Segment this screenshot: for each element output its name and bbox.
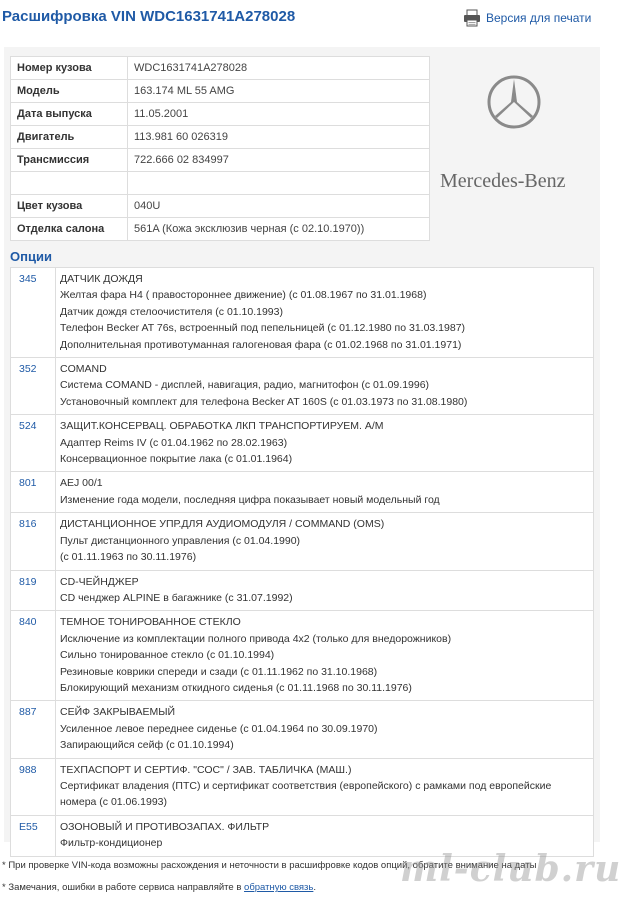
vin-row-value: 040U — [128, 195, 430, 218]
option-detail-line: Фильтр-кондиционер — [60, 837, 163, 850]
option-code-link[interactable]: 887 — [11, 701, 56, 758]
option-row — [11, 415, 594, 472]
option-detail-line: Пульт дистанционного управления (с 01.04.1990) — [60, 534, 301, 547]
option-code-link[interactable]: E55 — [11, 815, 56, 856]
feedback-link[interactable]: обратную связь — [244, 882, 314, 893]
vin-row-value: 113.981 60 026319 — [128, 126, 430, 149]
option-detail-line: Желтая фара H4 ( правостороннее движение) (с 01.08.1967 по 31.01.1968) — [60, 289, 427, 302]
option-title: CD-ЧЕЙНДЖЕР — [60, 575, 139, 588]
option-row — [11, 701, 594, 758]
watermark: ml-club.ru — [400, 848, 622, 890]
option-row — [11, 358, 594, 415]
footer-note-feedback-end: . — [313, 882, 317, 893]
vin-row-value: 722.666 02 834997 — [128, 149, 430, 172]
vin-row — [11, 195, 430, 218]
vin-row-label: Дата выпуска — [11, 103, 128, 126]
option-detail-line: Исключение из комплектации полного привода 4x2 (только для внедорожников) — [60, 632, 452, 645]
option-description — [56, 513, 594, 570]
option-title: ТЕМНОЕ ТОНИРОВАННОЕ СТЕКЛО — [60, 616, 241, 629]
option-detail-line: Консервационное покрытие лака (с 01.01.1964) — [60, 453, 293, 466]
vin-row — [11, 80, 430, 103]
option-detail-line: Телефон Becker AT 76s, встроенный под пепельницей (с 01.12.1980 по 31.03.1987) — [60, 322, 466, 335]
vin-row — [11, 218, 430, 241]
vin-row-value: WDC1631741A278028 — [128, 57, 430, 80]
option-description — [56, 570, 594, 611]
mercedes-star-icon — [484, 72, 544, 132]
option-row — [11, 472, 594, 513]
page-header — [0, 0, 644, 40]
print-version-label: Версия для печати — [486, 11, 592, 25]
option-detail-line: Установочный комплект для телефона Becker AT 160S (с 01.03.1973 по 31.08.1980) — [60, 395, 468, 408]
option-title: ДАТЧИК ДОЖДЯ — [60, 273, 143, 285]
option-code-link[interactable]: 801 — [11, 472, 56, 513]
vin-row — [11, 149, 430, 172]
print-version-link[interactable] — [462, 7, 591, 29]
option-detail-line: Сертификат владения (ПТС) и сертификат соответствия (европейского) с рамками под европейские номера (с 01.06.1993) — [60, 779, 552, 809]
option-detail-line: Усиленное левое переднее сиденье (с 01.04.1964 по 30.09.1970) — [60, 722, 378, 735]
vin-row-label: Трансмиссия — [11, 149, 128, 172]
option-detail-line: (с 01.11.1963 по 30.11.1976) — [60, 551, 197, 564]
printer-icon — [462, 9, 482, 27]
vin-row — [11, 126, 430, 149]
option-title: ТЕХПАСПОРТ И СЕРТИФ. "СОС" / ЗАВ. ТАБЛИЧКА (МАШ.) — [60, 763, 352, 776]
option-description — [56, 701, 594, 758]
vin-row-value: 561A (Кожа эксклюзив черная (с 02.10.1970)) — [128, 218, 430, 241]
option-code-link[interactable]: 352 — [11, 358, 56, 415]
option-title: ЗАЩИТ.КОНСЕРВАЦ. ОБРАБОТКА ЛКП ТРАНСПОРТИРУЕМ. А/М — [60, 420, 384, 433]
option-description — [56, 758, 594, 815]
option-title: AEJ 00/1 — [60, 477, 103, 490]
page-title: Расшифровка VIN WDC1631741A278028 — [2, 8, 296, 25]
option-row — [11, 570, 594, 611]
vin-info-table — [10, 56, 430, 241]
option-code-link[interactable]: 840 — [11, 611, 56, 701]
option-code-link[interactable]: 524 — [11, 415, 56, 472]
mercedes-logo — [430, 72, 600, 202]
vin-row-label: Двигатель — [11, 126, 128, 149]
brand-name: Mercedes-Benz — [440, 170, 566, 192]
option-title: ОЗОНОВЫЙ И ПРОТИВОЗАПАХ. ФИЛЬТР — [60, 820, 270, 833]
option-detail-line: Дополнительная противотуманная галогеновая фара (с 01.02.1968 по 31.01.1971) — [60, 338, 462, 351]
option-row — [11, 758, 594, 815]
option-description — [56, 268, 594, 358]
option-row — [11, 611, 594, 701]
vin-row-value: 163.174 ML 55 AMG — [128, 80, 430, 103]
vin-row — [11, 57, 430, 80]
option-row — [11, 268, 594, 358]
option-description — [56, 415, 594, 472]
option-description — [56, 358, 594, 415]
vin-row-value: 11.05.2001 — [128, 103, 430, 126]
option-description — [56, 611, 594, 701]
option-detail-line: Адаптер Reims IV (с 01.04.1962 по 28.02.1963) — [60, 436, 288, 449]
options-table — [10, 267, 594, 857]
vin-row-label: Цвет кузова — [11, 195, 128, 218]
content-panel — [4, 47, 600, 850]
vin-row — [11, 172, 430, 195]
option-description — [56, 472, 594, 513]
option-detail-line: Резиновые коврики спереди и сзади (с 01.11.1962 по 31.10.1968) — [60, 665, 378, 678]
option-detail-line: CD ченджер ALPINE в багажнике (с 31.07.1992) — [60, 591, 293, 604]
option-detail-line: Запирающийся сейф (с 01.10.1994) — [60, 739, 234, 752]
option-title: ДИСТАНЦИОННОЕ УПР.ДЛЯ АУДИОМОДУЛЯ / COMMAND (OMS) — [60, 518, 385, 531]
option-code-link[interactable]: 819 — [11, 570, 56, 611]
options-heading: Опции — [10, 249, 52, 264]
option-code-link[interactable]: 988 — [11, 758, 56, 815]
option-code-link[interactable]: 345 — [11, 268, 56, 358]
option-code-link[interactable]: 816 — [11, 513, 56, 570]
option-detail-line: Сильно тонированное стекло (с 01.10.1994) — [60, 649, 275, 662]
vin-row-label: Модель — [11, 80, 128, 103]
vin-row-value — [128, 172, 430, 195]
footer-note-feedback-text: * Замечания, ошибки в работе сервиса направляйте в — [2, 882, 245, 893]
option-detail-line: Система COMAND - дисплей, навигация, радио, магнитофон (с 01.09.1996) — [60, 379, 430, 392]
vin-row-label: Номер кузова — [11, 57, 128, 80]
vin-row — [11, 103, 430, 126]
vin-row-label — [11, 172, 128, 195]
option-detail-line: Блокирующий механизм откидного сиденья (с 01.11.1968 по 30.11.1976) — [60, 681, 412, 694]
option-title: COMAND — [60, 363, 107, 376]
option-detail-line: Изменение года модели, последняя цифра показывает новый модельный год — [60, 493, 440, 506]
footer-note-discrepancy: * При проверке VIN-кода возможны расхождения и неточности в расшифровке кодов опций, обратите внимание на даты — [2, 860, 537, 871]
vin-row-label: Отделка салона — [11, 218, 128, 241]
option-detail-line: Датчик дождя стелоочистителя (с 01.10.1993) — [60, 305, 283, 318]
option-row — [11, 513, 594, 570]
option-title: СЕЙФ ЗАКРЫВАЕМЫЙ — [60, 706, 176, 719]
